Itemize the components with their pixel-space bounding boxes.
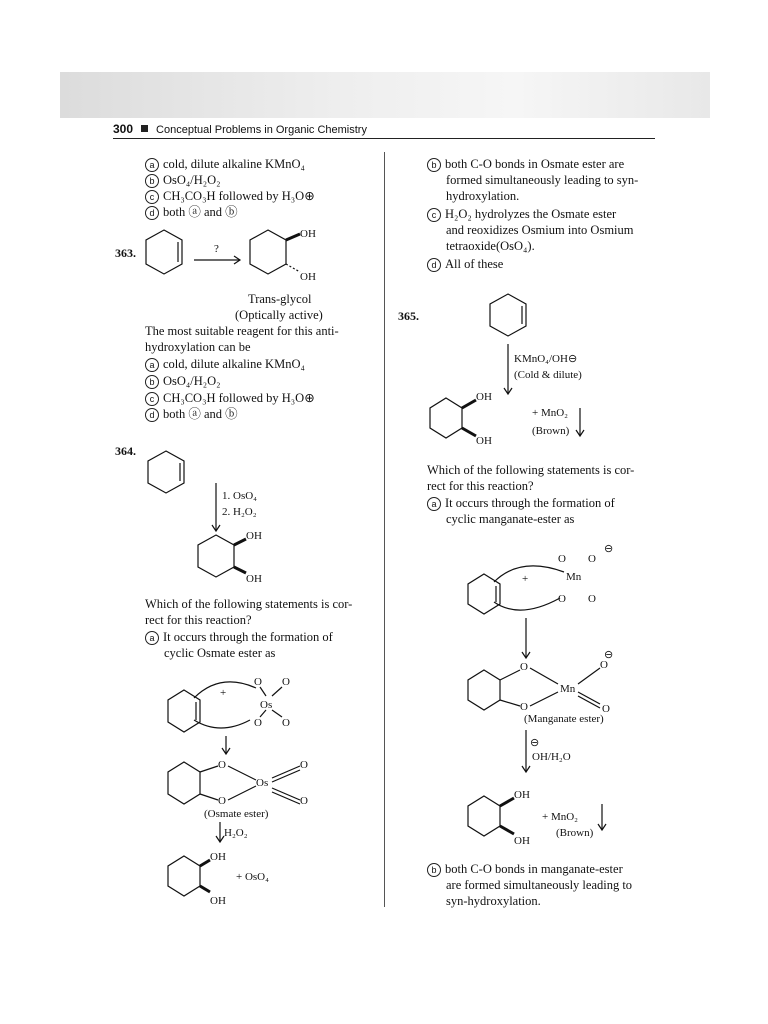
question-365-number: 365. bbox=[398, 309, 419, 323]
plus-oso4: + OsO₄ bbox=[236, 871, 269, 883]
plus-sign: + bbox=[220, 687, 227, 699]
q364-option-b: b both C-O bonds in Osmate ester are bbox=[427, 156, 624, 172]
oh-label-1: OH bbox=[476, 391, 492, 403]
ester-o-1: O bbox=[218, 759, 226, 771]
question-364-number: 364. bbox=[115, 444, 136, 458]
os-atom-ester: Os bbox=[256, 777, 269, 789]
osmate-ester-label: (Osmate ester) bbox=[204, 808, 269, 820]
option-d-marker: d bbox=[145, 206, 159, 220]
q363-option-b: b OsO₄/H₂O₂ bbox=[145, 373, 221, 389]
cyclohexene-ring bbox=[490, 294, 526, 336]
q364-option-c-line2: and reoxidizes Osmium into Osmium bbox=[446, 223, 634, 237]
diol-ring bbox=[168, 856, 200, 896]
oh-label-2: OH bbox=[300, 271, 316, 283]
cyclohexene-ring bbox=[148, 451, 184, 493]
charge-minus-1: ⊖ bbox=[604, 543, 614, 555]
step1-label: 1. OsO₄ bbox=[222, 490, 258, 502]
wedge-bond bbox=[286, 234, 300, 240]
q365-option-b-line3: syn-hydroxylation. bbox=[446, 894, 541, 908]
osmate-mechanism bbox=[160, 670, 380, 910]
oh-label-1: OH bbox=[246, 530, 262, 542]
brown-label: (Brown) bbox=[532, 425, 570, 437]
o-atom-4: O bbox=[588, 593, 596, 605]
arrow-label: ? bbox=[214, 243, 219, 255]
q365-stem-line1: Which of the following statements is cor- bbox=[427, 463, 635, 477]
brown-label-2: (Brown) bbox=[556, 827, 594, 839]
q365-option-b: b both C-O bonds in manganate-ester bbox=[427, 861, 623, 877]
os-oxo-2: O bbox=[300, 795, 308, 807]
charge-minus-2: ⊖ bbox=[604, 649, 614, 661]
cyclohexane-ring bbox=[168, 762, 200, 804]
charge-minus-3: ⊖ bbox=[530, 737, 540, 749]
product-note: (Optically active) bbox=[235, 308, 323, 322]
option-b-marker: b bbox=[145, 174, 159, 188]
q363-option-d: d both ⓐ and ⓑ bbox=[145, 406, 238, 422]
oh-label-4: OH bbox=[514, 835, 530, 847]
book-title: Conceptual Problems in Organic Chemistry bbox=[156, 124, 367, 136]
option-c: c CH₃CO₃H followed by H₃O⊕ bbox=[145, 188, 315, 204]
wedge-bond-2 bbox=[234, 567, 246, 573]
o-atom-2: O bbox=[282, 676, 290, 688]
q363-reaction-scheme bbox=[140, 224, 340, 294]
cyclohexane-ring bbox=[198, 535, 234, 577]
q364-option-a-line2: cyclic Osmate ester as bbox=[164, 646, 276, 660]
manganate-mechanism bbox=[460, 540, 660, 850]
oh-label-2: OH bbox=[476, 435, 492, 447]
cyclohexene-ring bbox=[468, 574, 500, 614]
q363-stem-line2: hydroxylation can be bbox=[145, 340, 251, 354]
q364-option-d: d All of these bbox=[427, 256, 503, 272]
diol-ring bbox=[430, 398, 462, 438]
os-atom: Os bbox=[260, 699, 273, 711]
o-atom-1: O bbox=[558, 553, 566, 565]
mno2-label: + MnO₂ bbox=[532, 407, 569, 419]
q365-option-b-line2: are formed simultaneously leading to bbox=[446, 878, 633, 892]
q364-stem-line1: Which of the following statements is cor- bbox=[145, 597, 353, 611]
curved-arrow-2 bbox=[494, 598, 560, 610]
step2-label: 2. H₂O₂ bbox=[222, 506, 257, 518]
page-number: 300 bbox=[113, 122, 134, 136]
mn-o-2: O bbox=[602, 703, 610, 715]
header-rule bbox=[113, 138, 655, 139]
mno2-label-2: + MnO₂ bbox=[542, 811, 579, 823]
q364-option-c: c H₂O₂ hydrolyzes the Osmate ester bbox=[427, 206, 616, 222]
oh-label-4: OH bbox=[210, 895, 226, 907]
q363-stem-line1: The most suitable reagent for this anti- bbox=[145, 324, 339, 338]
curved-arrow-2 bbox=[194, 720, 250, 728]
ester-o-1: O bbox=[520, 661, 528, 673]
q364-option-b-line2: formed simultaneously leading to syn- bbox=[446, 173, 639, 187]
oh-label-2: OH bbox=[246, 573, 262, 585]
q363-option-a: a cold, dilute alkaline KMnO₄ bbox=[145, 356, 305, 372]
bullet-square-icon bbox=[141, 125, 148, 132]
option-c-marker: c bbox=[145, 190, 159, 204]
option-d: d both ⓐ and ⓑ bbox=[145, 204, 238, 220]
mn-atom-ester: Mn bbox=[560, 683, 576, 695]
reagent-label: KMnO₄/OH⊖ bbox=[514, 353, 578, 365]
wedge-bond bbox=[234, 539, 246, 545]
hydrolysis-label: OH/H₂O bbox=[532, 751, 571, 763]
q365-option-a: a It occurs through the formation of bbox=[427, 495, 615, 511]
ester-o-2: O bbox=[218, 795, 226, 807]
option-a: a cold, dilute alkaline KMnO₄ bbox=[145, 156, 305, 172]
cyclohexane-ring bbox=[468, 670, 500, 710]
question-363-number: 363. bbox=[115, 246, 136, 260]
q364-reaction-scheme bbox=[140, 445, 380, 590]
q363-option-c: c CH₃CO₃H followed by H₃O⊕ bbox=[145, 390, 315, 406]
header-band bbox=[60, 72, 710, 118]
diol-ring bbox=[468, 796, 500, 836]
plus-sign: + bbox=[522, 573, 529, 585]
manganate-ester-label: (Manganate ester) bbox=[524, 713, 604, 725]
q364-stem-line2: rect for this reaction? bbox=[145, 613, 252, 627]
mn-atom: Mn bbox=[566, 571, 582, 583]
q365-option-a-line2: cyclic manganate-ester as bbox=[446, 512, 575, 526]
o-atom-1: O bbox=[254, 676, 262, 688]
oh-label-1: OH bbox=[300, 228, 316, 240]
curved-arrow bbox=[494, 566, 564, 582]
os-oxo-1: O bbox=[300, 759, 308, 771]
q365-reaction-scheme bbox=[420, 290, 660, 450]
option-b: b OsO₄/H₂O₂ bbox=[145, 172, 221, 188]
h2o2-label: H₂O₂ bbox=[224, 827, 248, 839]
o-atom-3: O bbox=[558, 593, 566, 605]
o-atom-4: O bbox=[282, 717, 290, 729]
cyclohexane-ring bbox=[250, 230, 286, 274]
cyclohexene-ring bbox=[146, 230, 182, 274]
o-atom-3: O bbox=[254, 717, 262, 729]
oh-label-3: OH bbox=[514, 789, 530, 801]
product-name: Trans-glycol bbox=[248, 292, 312, 306]
q364-option-b-line3: hydroxylation. bbox=[446, 189, 520, 203]
q365-stem-line2: rect for this reaction? bbox=[427, 479, 534, 493]
q364-option-a: a It occurs through the formation of bbox=[145, 629, 333, 645]
o-atom-2: O bbox=[588, 553, 596, 565]
option-a-marker: a bbox=[145, 158, 159, 172]
ester-o-2: O bbox=[520, 701, 528, 713]
q364-option-c-line3: tetraoxide(OsO₄). bbox=[446, 239, 535, 253]
conditions-label: (Cold & dilute) bbox=[514, 369, 582, 381]
dash-bond bbox=[286, 264, 300, 272]
oh-label-3: OH bbox=[210, 851, 226, 863]
column-divider bbox=[384, 152, 385, 907]
mn-o-1: O bbox=[600, 659, 608, 671]
